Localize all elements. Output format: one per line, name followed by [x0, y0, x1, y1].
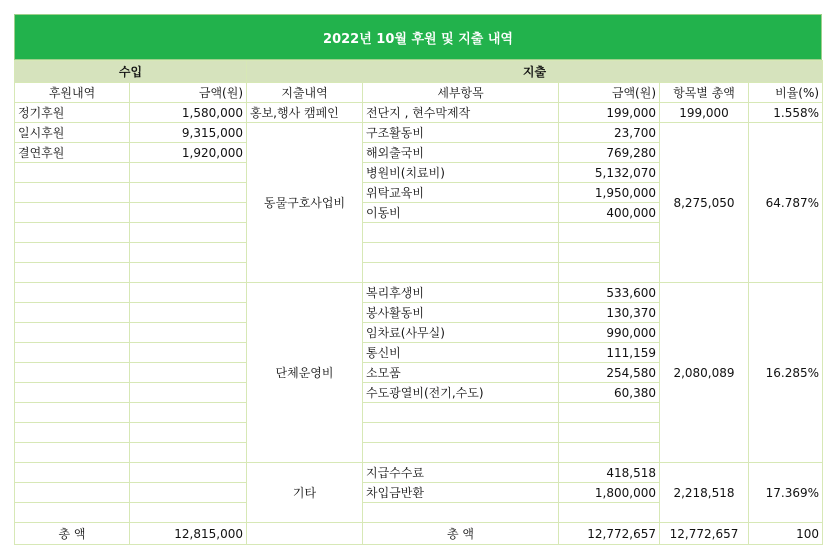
- empty-cell: [15, 223, 130, 243]
- expense-item-amount: 990,000: [559, 323, 660, 343]
- empty-cell: [363, 443, 559, 463]
- expense-group-total: 2,218,518: [660, 463, 749, 523]
- expense-group-name: 단체운영비: [247, 283, 363, 463]
- empty-cell: [15, 343, 130, 363]
- expense-item-amount: 769,280: [559, 143, 660, 163]
- income-label: 정기후원: [15, 103, 130, 123]
- empty-cell: [247, 523, 363, 545]
- expense-item-amount: 400,000: [559, 203, 660, 223]
- empty-cell: [130, 183, 247, 203]
- income-label: 결연후원: [15, 143, 130, 163]
- empty-cell: [130, 283, 247, 303]
- spreadsheet: [14, 14, 822, 545]
- expense-item-label: 임차료(사무실): [363, 323, 559, 343]
- empty-cell: [130, 243, 247, 263]
- expense-group-ratio: 64.787%: [749, 123, 823, 283]
- empty-cell: [15, 183, 130, 203]
- expense-item-label: 병원비(치료비): [363, 163, 559, 183]
- empty-cell: [15, 203, 130, 223]
- empty-cell: [15, 263, 130, 283]
- empty-cell: [130, 363, 247, 383]
- header-item-total: 항목별 총액: [660, 83, 749, 103]
- expense-item-label: 소모품: [363, 363, 559, 383]
- income-total-label: 총 액: [15, 523, 130, 545]
- empty-cell: [130, 303, 247, 323]
- empty-cell: [559, 223, 660, 243]
- expense-item-label: 해외출국비: [363, 143, 559, 163]
- expense-total-label: 총 액: [363, 523, 559, 545]
- table-row: [15, 283, 823, 303]
- empty-cell: [15, 483, 130, 503]
- empty-cell: [363, 423, 559, 443]
- expense-item-label: 복리후생비: [363, 283, 559, 303]
- header-donation-type: 후원내역: [15, 83, 130, 103]
- income-section-header: 수입: [15, 61, 247, 83]
- empty-cell: [15, 443, 130, 463]
- empty-cell: [559, 403, 660, 423]
- donation-expense-table: [14, 60, 823, 545]
- expense-group-total: 2,080,089: [660, 283, 749, 463]
- empty-cell: [130, 203, 247, 223]
- table-row: [15, 463, 823, 483]
- expense-item-amount: 1,950,000: [559, 183, 660, 203]
- expense-item-label: 수도광열비(전기,수도): [363, 383, 559, 403]
- empty-cell: [363, 223, 559, 243]
- header-detail-item: 세부항목: [363, 83, 559, 103]
- expense-item-label: 이동비: [363, 203, 559, 223]
- column-header-row: [15, 83, 823, 103]
- expense-item-amount: 5,132,070: [559, 163, 660, 183]
- expense-group-name: 기타: [247, 463, 363, 523]
- empty-cell: [130, 323, 247, 343]
- expense-group-name: 홍보,행사 캠페인: [247, 103, 363, 123]
- expense-item-label: 봉사활동비: [363, 303, 559, 323]
- totals-row: [15, 523, 823, 545]
- expense-total-amount: 12,772,657: [559, 523, 660, 545]
- empty-cell: [130, 423, 247, 443]
- empty-cell: [130, 163, 247, 183]
- empty-cell: [559, 243, 660, 263]
- expense-item-label: 전단지 , 현수막제작: [363, 103, 559, 123]
- empty-cell: [15, 243, 130, 263]
- empty-cell: [15, 403, 130, 423]
- table-row: [15, 123, 823, 143]
- empty-cell: [130, 443, 247, 463]
- empty-cell: [15, 423, 130, 443]
- expense-item-amount: 533,600: [559, 283, 660, 303]
- empty-cell: [15, 463, 130, 483]
- empty-cell: [130, 343, 247, 363]
- empty-cell: [363, 243, 559, 263]
- item-total-sum: 12,772,657: [660, 523, 749, 545]
- empty-cell: [130, 403, 247, 423]
- empty-cell: [15, 383, 130, 403]
- expense-item-label: 차입금반환: [363, 483, 559, 503]
- empty-cell: [15, 163, 130, 183]
- income-amount: 9,315,000: [130, 123, 247, 143]
- header-expense-type: 지출내역: [247, 83, 363, 103]
- income-label: 일시후원: [15, 123, 130, 143]
- expense-group-name: 동물구호사업비: [247, 123, 363, 283]
- income-amount: 1,920,000: [130, 143, 247, 163]
- expense-section-header: 지출: [247, 61, 823, 83]
- empty-cell: [15, 363, 130, 383]
- empty-cell: [15, 303, 130, 323]
- expense-group-ratio: 16.285%: [749, 283, 823, 463]
- empty-cell: [363, 503, 559, 523]
- income-total-amount: 12,815,000: [130, 523, 247, 545]
- empty-cell: [559, 443, 660, 463]
- empty-cell: [130, 463, 247, 483]
- header-income-amount: 금액(원): [130, 83, 247, 103]
- expense-item-amount: 254,580: [559, 363, 660, 383]
- income-amount: 1,580,000: [130, 103, 247, 123]
- empty-cell: [130, 383, 247, 403]
- empty-cell: [130, 483, 247, 503]
- expense-item-label: 통신비: [363, 343, 559, 363]
- empty-cell: [559, 263, 660, 283]
- expense-item-amount: 1,800,000: [559, 483, 660, 503]
- empty-cell: [559, 423, 660, 443]
- empty-cell: [15, 503, 130, 523]
- expense-item-amount: 130,370: [559, 303, 660, 323]
- empty-cell: [363, 403, 559, 423]
- table-row: [15, 103, 823, 123]
- header-expense-amount: 금액(원): [559, 83, 660, 103]
- expense-item-amount: 199,000: [559, 103, 660, 123]
- header-ratio: 비율(%): [749, 83, 823, 103]
- empty-cell: [559, 503, 660, 523]
- report-title: 2022년 10월 후원 및 지출 내역: [14, 14, 822, 60]
- expense-item-label: 지급수수료: [363, 463, 559, 483]
- empty-cell: [15, 283, 130, 303]
- expense-group-total: 8,275,050: [660, 123, 749, 283]
- expense-item-amount: 111,159: [559, 343, 660, 363]
- expense-group-ratio: 1.558%: [749, 103, 823, 123]
- section-header-row: [15, 61, 823, 83]
- empty-cell: [363, 263, 559, 283]
- empty-cell: [15, 323, 130, 343]
- expense-item-amount: 23,700: [559, 123, 660, 143]
- ratio-total: 100: [749, 523, 823, 545]
- expense-item-amount: 60,380: [559, 383, 660, 403]
- empty-cell: [130, 263, 247, 283]
- expense-group-total: 199,000: [660, 103, 749, 123]
- expense-item-label: 구조활동비: [363, 123, 559, 143]
- expense-item-amount: 418,518: [559, 463, 660, 483]
- empty-cell: [130, 223, 247, 243]
- expense-item-label: 위탁교육비: [363, 183, 559, 203]
- expense-group-ratio: 17.369%: [749, 463, 823, 523]
- empty-cell: [130, 503, 247, 523]
